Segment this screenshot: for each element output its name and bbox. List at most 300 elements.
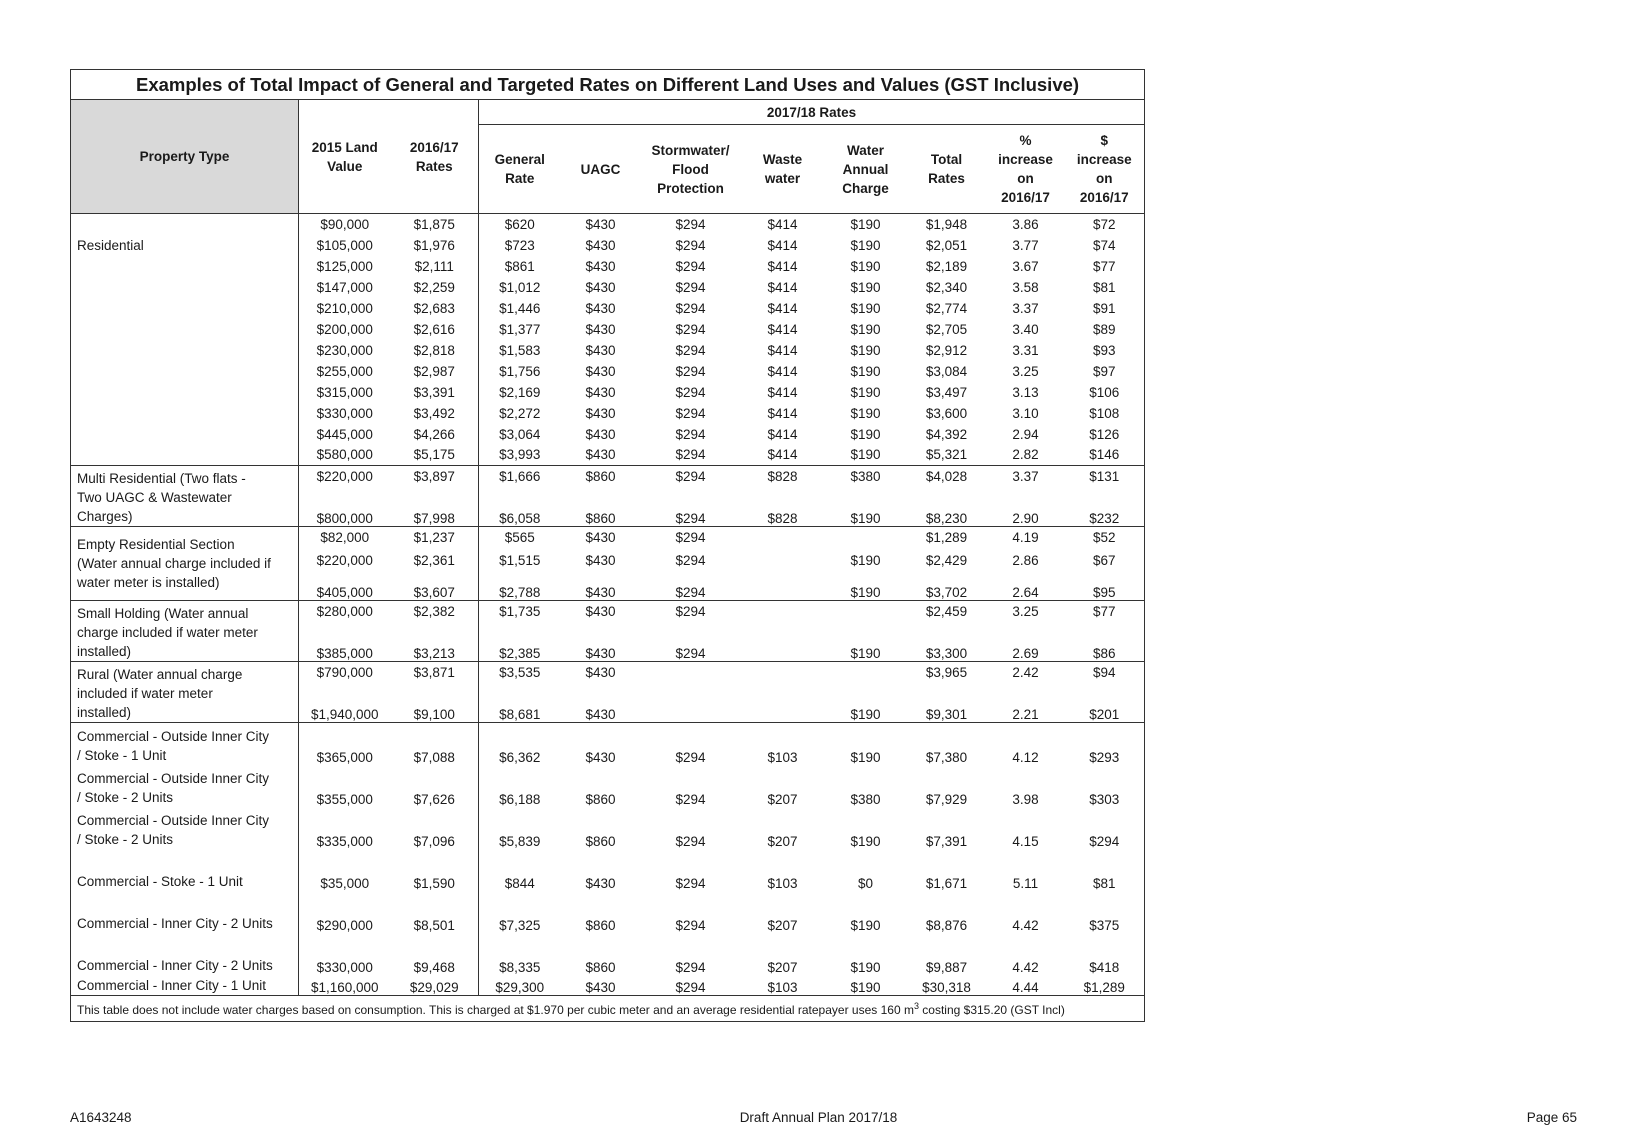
header-label: Rates xyxy=(928,171,965,186)
general-rate-cell: $1,756 xyxy=(499,363,541,379)
header-label: Charge xyxy=(842,180,889,196)
property-type-label: Empty Residential Section xyxy=(77,537,235,552)
wastewater-cell xyxy=(741,622,825,662)
total-rates-cell: $7,929 xyxy=(925,791,968,807)
rates-2016-17-cell: $9,468 xyxy=(391,933,479,975)
table-row xyxy=(71,662,1145,683)
dollar-increase-cell: $74 xyxy=(1065,235,1145,256)
dollar-increase-cell: $81 xyxy=(1065,849,1145,891)
total-rates-cell: $2,189 xyxy=(925,258,968,274)
total-rates-cell: $4,028 xyxy=(907,466,987,487)
property-type-label: Commercial - Inner City - 2 Units xyxy=(77,957,273,973)
total-rates-cell: $9,887 xyxy=(925,959,968,975)
stormwater-cell: $294 xyxy=(675,279,706,295)
table-row xyxy=(71,765,1145,807)
dollar-increase-cell: $77 xyxy=(1065,256,1145,277)
rates-2016-17-cell: $3,391 xyxy=(391,382,479,403)
property-type-cell xyxy=(71,601,299,662)
water-charge-cell: $190 xyxy=(850,980,881,995)
property-type-label: installed) xyxy=(77,644,132,659)
stormwater-cell: $294 xyxy=(675,342,706,358)
stormwater-cell: $294 xyxy=(675,959,706,975)
land-value-cell: $385,000 xyxy=(316,646,373,661)
footnote-text: This table does not include water charges based on consumption. This is charged at $1.970 per cubic meter and an average residential ratepayer uses 160 m xyxy=(77,1003,914,1017)
general-rate-cell: $3,535 xyxy=(479,662,561,683)
header-label: Water xyxy=(846,142,884,158)
property-type-cell xyxy=(71,466,299,527)
water-charge-cell xyxy=(825,527,907,548)
wastewater-cell: $414 xyxy=(767,363,798,379)
general-rate-cell: $565 xyxy=(479,527,561,548)
dollar-increase-cell: $375 xyxy=(1065,891,1145,933)
wastewater-cell xyxy=(741,683,825,723)
land-value-cell: $355,000 xyxy=(316,791,373,807)
general-rate-cell: $1,666 xyxy=(479,466,561,487)
header-label: Stormwater/ xyxy=(651,142,730,158)
document-title-footer: Draft Annual Plan 2017/18 xyxy=(739,1110,898,1125)
total-rates-cell: $3,702 xyxy=(925,585,968,600)
percent-increase-cell: 2.94 xyxy=(1012,426,1039,442)
property-type-cell xyxy=(71,527,299,601)
water-charge-cell: $190 xyxy=(850,300,881,316)
property-type-cell xyxy=(71,214,299,466)
uagc-cell: $430 xyxy=(561,723,641,765)
total-rates-cell: $2,705 xyxy=(925,321,968,337)
header-2017-18-rates: 2017/18 Rates xyxy=(479,100,1145,125)
water-charge-cell: $190 xyxy=(850,342,881,358)
land-value-cell: $147,000 xyxy=(316,279,373,295)
general-rate-cell: $1,446 xyxy=(499,300,541,316)
wastewater-cell: $414 xyxy=(767,300,798,316)
wastewater-cell: $828 xyxy=(741,466,825,487)
stormwater-cell: $294 xyxy=(641,214,741,235)
stormwater-cell: $294 xyxy=(675,426,706,442)
header-label: increase xyxy=(998,152,1053,167)
dollar-increase-cell: $94 xyxy=(1065,662,1145,683)
land-value-cell: $365,000 xyxy=(299,723,391,765)
rates-table xyxy=(70,69,1145,1022)
header-label: increase xyxy=(1076,152,1132,167)
land-value-cell: $105,000 xyxy=(316,237,373,253)
stormwater-cell: $294 xyxy=(675,791,706,807)
land-value-cell: $580,000 xyxy=(316,447,373,463)
stormwater-cell xyxy=(641,662,741,683)
rates-2016-17-cell: $2,361 xyxy=(391,548,479,574)
wastewater-cell: $103 xyxy=(741,723,825,765)
dollar-increase-cell: $106 xyxy=(1065,382,1145,403)
dollar-increase-cell: $418 xyxy=(1065,933,1145,975)
land-value-cell: $220,000 xyxy=(316,553,373,568)
general-rate-cell: $844 xyxy=(504,875,535,891)
percent-increase-cell: 3.58 xyxy=(1012,279,1039,295)
rates-2016-17-cell: $7,998 xyxy=(391,487,479,527)
table-body xyxy=(71,214,1145,996)
percent-increase-cell: 2.82 xyxy=(1012,447,1039,463)
general-rate-cell: $1,012 xyxy=(499,279,541,295)
rates-2016-17-cell: $1,590 xyxy=(391,849,479,891)
header-property-type xyxy=(71,100,299,214)
property-type-label: / Stoke - 2 Units xyxy=(77,789,174,805)
percent-increase-cell: 3.13 xyxy=(1012,384,1039,400)
percent-increase-cell: 3.37 xyxy=(987,466,1065,487)
land-value-cell: $330,000 xyxy=(316,405,373,421)
property-type-label: Small Holding (Water annual xyxy=(77,606,249,621)
uagc-cell: $430 xyxy=(585,875,616,891)
property-type-cell xyxy=(71,662,299,723)
wastewater-cell: $414 xyxy=(767,405,798,421)
water-charge-cell: $190 xyxy=(850,917,881,933)
water-charge-cell: $190 xyxy=(850,384,881,400)
land-value-cell: $200,000 xyxy=(316,321,373,337)
uagc-cell: $430 xyxy=(585,585,616,600)
land-value-cell: $445,000 xyxy=(316,426,373,442)
rates-2016-17-cell: $2,818 xyxy=(391,340,479,361)
header-label: 2016/17 xyxy=(409,139,459,155)
header-label: 2016/17 xyxy=(1001,190,1050,205)
stormwater-cell: $294 xyxy=(675,384,706,400)
header-label: 2016/17 xyxy=(1079,190,1129,205)
header-uagc xyxy=(561,125,641,214)
property-type-label: Two UAGC & Wastewater xyxy=(77,490,232,505)
wastewater-cell: $414 xyxy=(767,447,798,463)
uagc-cell: $430 xyxy=(585,363,616,379)
water-charge-cell: $190 xyxy=(850,321,881,337)
uagc-cell: $430 xyxy=(585,279,616,295)
percent-increase-cell: 2.69 xyxy=(1012,646,1039,661)
rates-2016-17-cell: $3,871 xyxy=(391,662,479,683)
wastewater-cell: $828 xyxy=(767,511,798,526)
water-charge-cell: $380 xyxy=(825,466,907,487)
general-rate-cell: $29,300 xyxy=(495,980,545,995)
dollar-increase-cell: $81 xyxy=(1065,277,1145,298)
property-type-label: included if water meter xyxy=(77,686,213,701)
stormwater-cell: $294 xyxy=(675,553,706,568)
property-type-label: / Stoke - 2 Units xyxy=(77,831,174,847)
header-label: Rate xyxy=(505,171,535,186)
land-value-cell: $790,000 xyxy=(299,662,391,683)
dollar-increase-cell: $97 xyxy=(1065,361,1145,382)
rates-2016-17-cell: $9,100 xyxy=(391,683,479,723)
water-charge-cell xyxy=(825,601,907,622)
percent-increase-cell: 3.86 xyxy=(987,214,1065,235)
header-2016-17-rates xyxy=(391,100,479,214)
rates-2016-17-cell: $7,626 xyxy=(391,765,479,807)
rates-2016-17-cell: $3,607 xyxy=(391,574,479,601)
total-rates-cell: $1,948 xyxy=(907,214,987,235)
property-type-label: Residential xyxy=(77,238,144,253)
uagc-cell: $430 xyxy=(585,384,616,400)
header-water-annual-charge xyxy=(825,125,907,214)
total-rates-cell: $2,459 xyxy=(907,601,987,622)
land-value-cell: $210,000 xyxy=(316,300,373,316)
rates-2016-17-cell: $4,266 xyxy=(391,424,479,445)
water-charge-cell: $190 xyxy=(825,214,907,235)
dollar-increase-cell: $131 xyxy=(1065,466,1145,487)
wastewater-cell: $103 xyxy=(767,875,798,891)
total-rates-cell: $3,300 xyxy=(925,646,968,661)
land-value-cell: $1,940,000 xyxy=(310,707,379,722)
percent-increase-cell: 3.77 xyxy=(1012,237,1039,253)
general-rate-cell: $6,058 xyxy=(499,511,541,526)
uagc-cell: $430 xyxy=(561,214,641,235)
header-percent-increase xyxy=(987,125,1065,214)
stormwater-cell: $294 xyxy=(675,405,706,421)
stormwater-cell: $294 xyxy=(641,527,741,548)
total-rates-cell: $1,671 xyxy=(925,875,968,891)
land-value-cell: $35,000 xyxy=(320,875,370,891)
rates-2016-17-cell: $1,976 xyxy=(391,235,479,256)
wastewater-cell: $207 xyxy=(767,833,798,849)
header-label: Protection xyxy=(657,180,724,196)
dollar-increase-cell: $67 xyxy=(1065,548,1145,574)
uagc-cell: $430 xyxy=(561,601,641,622)
header-label: water xyxy=(764,171,801,186)
uagc-cell: $430 xyxy=(561,527,641,548)
rates-2016-17-cell: $2,382 xyxy=(391,601,479,622)
footnote-superscript: 3 xyxy=(913,1001,919,1011)
general-rate-cell: $1,515 xyxy=(499,553,541,568)
uagc-cell: $430 xyxy=(585,707,616,722)
stormwater-cell: $294 xyxy=(641,723,741,765)
wastewater-cell: $414 xyxy=(767,258,798,274)
land-value-cell: $1,160,000 xyxy=(310,980,379,995)
total-rates-cell: $3,600 xyxy=(925,405,968,421)
percent-increase-cell: 4.15 xyxy=(1012,833,1039,849)
percent-increase-cell: 3.10 xyxy=(1012,405,1039,421)
property-type-label: (Water annual charge included if xyxy=(77,556,271,571)
general-rate-cell: $5,839 xyxy=(499,833,541,849)
dollar-increase-cell: $91 xyxy=(1065,298,1145,319)
rates-2016-17-cell: $2,987 xyxy=(391,361,479,382)
dollar-increase-cell: $232 xyxy=(1065,487,1145,527)
dollar-increase-cell: $1,289 xyxy=(1065,975,1145,996)
water-charge-cell: $190 xyxy=(850,363,881,379)
wastewater-cell xyxy=(741,527,825,548)
uagc-cell: $430 xyxy=(585,237,616,253)
dollar-increase-cell: $294 xyxy=(1065,807,1145,849)
property-type-label: Commercial - Outside Inner City xyxy=(77,770,270,786)
wastewater-cell: $414 xyxy=(767,384,798,400)
dollar-increase-cell: $95 xyxy=(1065,574,1145,601)
general-rate-cell: $7,325 xyxy=(499,917,541,933)
property-type-cell xyxy=(71,723,299,765)
percent-increase-cell: 5.11 xyxy=(1012,875,1039,891)
wastewater-cell xyxy=(741,548,825,574)
total-rates-cell: $2,340 xyxy=(925,279,968,295)
rates-2016-17-cell: $8,501 xyxy=(391,891,479,933)
header-2015-land-value xyxy=(299,100,391,214)
percent-increase-cell: 3.31 xyxy=(1012,342,1039,358)
dollar-increase-cell: $72 xyxy=(1065,214,1145,235)
water-charge-cell: $0 xyxy=(857,875,874,891)
wastewater-cell: $207 xyxy=(767,959,798,975)
table-row xyxy=(71,975,1145,996)
general-rate-cell: $2,385 xyxy=(499,646,541,661)
stormwater-cell: $294 xyxy=(675,875,706,891)
property-type-label: Commercial - Inner City - 2 Units xyxy=(77,915,273,931)
percent-increase-cell: 3.37 xyxy=(1012,300,1039,316)
water-charge-cell: $380 xyxy=(850,791,881,807)
wastewater-cell: $103 xyxy=(767,980,798,995)
dollar-increase-cell: $146 xyxy=(1065,445,1145,466)
uagc-cell: $860 xyxy=(585,833,616,849)
general-rate-cell: $2,272 xyxy=(499,405,541,421)
total-rates-cell: $30,318 xyxy=(922,980,971,995)
land-value-cell: $315,000 xyxy=(316,384,373,400)
property-type-label: Commercial - Outside Inner City xyxy=(77,812,270,828)
land-value-cell: $800,000 xyxy=(316,511,373,526)
water-charge-cell: $190 xyxy=(850,279,881,295)
percent-increase-cell: 4.42 xyxy=(1012,959,1039,975)
stormwater-cell: $294 xyxy=(675,585,706,600)
percent-increase-cell: 4.19 xyxy=(987,527,1065,548)
rates-2016-17-cell: $2,111 xyxy=(391,256,479,277)
percent-increase-cell: 4.12 xyxy=(987,723,1065,765)
header-label: Waste xyxy=(762,152,803,167)
total-rates-cell: $2,429 xyxy=(925,553,968,568)
general-rate-cell: $1,377 xyxy=(499,321,541,337)
general-rate-cell: $861 xyxy=(504,258,535,274)
total-rates-cell: $5,321 xyxy=(925,447,968,463)
stormwater-cell: $294 xyxy=(675,321,706,337)
stormwater-cell: $294 xyxy=(675,917,706,933)
table-row xyxy=(71,601,1145,622)
general-rate-cell: $6,188 xyxy=(499,791,541,807)
property-type-label: Multi Residential (Two flats - xyxy=(77,471,246,486)
stormwater-cell: $294 xyxy=(675,447,706,463)
table-title: Examples of Total Impact of General and Targeted Rates on Different Land Uses and Values (GST Inclusive) xyxy=(71,70,1145,100)
dollar-increase-cell: $303 xyxy=(1065,765,1145,807)
land-value-cell: $90,000 xyxy=(299,214,391,235)
table-row xyxy=(71,891,1145,933)
property-type-cell xyxy=(71,849,299,891)
total-rates-cell: $7,391 xyxy=(925,833,968,849)
land-value-cell: $230,000 xyxy=(316,342,373,358)
land-value-cell: $255,000 xyxy=(316,363,373,379)
total-rates-cell: $3,497 xyxy=(925,384,968,400)
table-row xyxy=(71,214,1145,235)
table-footnote xyxy=(71,996,1145,1022)
uagc-cell: $430 xyxy=(585,447,616,463)
header-label: Annual xyxy=(842,161,889,177)
land-value-cell: $335,000 xyxy=(316,833,373,849)
property-type-label: Charges) xyxy=(77,509,133,524)
water-charge-cell: $190 xyxy=(850,553,881,568)
wastewater-cell: $414 xyxy=(741,214,825,235)
total-rates-cell: $9,301 xyxy=(925,707,968,722)
stormwater-cell: $294 xyxy=(675,237,706,253)
wastewater-cell: $414 xyxy=(767,279,798,295)
total-rates-cell: $7,380 xyxy=(907,723,987,765)
property-type-label: Commercial - Stoke - 1 Unit xyxy=(77,873,243,889)
general-rate-cell: $620 xyxy=(479,214,561,235)
header-label: $ xyxy=(1100,133,1109,148)
footnote-text-end: costing $315.20 (GST Incl) xyxy=(918,1003,1065,1017)
land-value-cell: $125,000 xyxy=(316,258,373,274)
document-id: A1643248 xyxy=(70,1110,132,1125)
dollar-increase-cell: $108 xyxy=(1065,403,1145,424)
general-rate-cell: $1,735 xyxy=(479,601,561,622)
stormwater-cell: $294 xyxy=(641,601,741,622)
total-rates-cell: $4,392 xyxy=(925,426,968,442)
water-charge-cell xyxy=(825,662,907,683)
wastewater-cell xyxy=(741,574,825,601)
percent-increase-cell: 3.25 xyxy=(1012,363,1039,379)
header-label: General xyxy=(494,152,545,167)
table-row xyxy=(71,849,1145,891)
property-type-label: water meter is installed) xyxy=(77,575,220,590)
water-charge-cell: $190 xyxy=(850,447,881,463)
uagc-cell: $430 xyxy=(585,321,616,337)
general-rate-cell: $8,681 xyxy=(499,707,541,722)
water-charge-cell: $190 xyxy=(850,585,881,600)
dollar-increase-cell: $93 xyxy=(1065,340,1145,361)
water-charge-cell: $190 xyxy=(850,959,881,975)
header-label: Rates xyxy=(415,158,453,174)
stormwater-cell xyxy=(641,683,741,723)
rates-2016-17-cell: $7,096 xyxy=(391,807,479,849)
property-type-label: charge included if water meter xyxy=(77,625,258,640)
header-label: Value xyxy=(327,158,363,174)
percent-increase-cell: 2.90 xyxy=(1012,511,1039,526)
percent-increase-cell: 3.67 xyxy=(1012,258,1039,274)
property-type-label: installed) xyxy=(77,705,132,720)
header-label: Flood xyxy=(672,161,709,177)
wastewater-cell: $207 xyxy=(767,917,798,933)
property-type-cell xyxy=(71,807,299,849)
property-type-cell xyxy=(71,765,299,807)
total-rates-cell: $8,230 xyxy=(925,511,968,526)
stormwater-cell: $294 xyxy=(675,258,706,274)
water-charge-cell: $190 xyxy=(850,707,881,722)
total-rates-cell: $3,965 xyxy=(907,662,987,683)
percent-increase-cell: 2.64 xyxy=(1012,585,1039,600)
table-header xyxy=(71,70,1145,214)
header-label: % xyxy=(1019,133,1032,148)
water-charge-cell: $190 xyxy=(850,258,881,274)
general-rate-cell: $8,335 xyxy=(499,959,541,975)
wastewater-cell xyxy=(741,601,825,622)
rates-2016-17-cell: $2,259 xyxy=(391,277,479,298)
rates-2016-17-cell: $1,237 xyxy=(391,527,479,548)
header-label: UAGC xyxy=(580,161,621,177)
wastewater-cell: $414 xyxy=(767,342,798,358)
land-value-cell: $220,000 xyxy=(299,466,391,487)
wastewater-cell: $207 xyxy=(767,791,798,807)
header-label: on xyxy=(1017,171,1034,186)
property-type-cell xyxy=(71,933,299,975)
header-total-rates xyxy=(907,125,987,214)
table-row xyxy=(71,527,1145,548)
total-rates-cell: $1,289 xyxy=(907,527,987,548)
page-number: Page 65 xyxy=(1526,1110,1577,1125)
general-rate-cell: $723 xyxy=(504,237,535,253)
header-label: Property Type xyxy=(139,149,230,164)
dollar-increase-cell: $89 xyxy=(1065,319,1145,340)
uagc-cell: $430 xyxy=(585,405,616,421)
property-type-cell xyxy=(71,975,299,996)
table-row xyxy=(71,723,1145,765)
rates-2016-17-cell: $1,875 xyxy=(391,214,479,235)
rates-2016-17-cell: $3,492 xyxy=(391,403,479,424)
rates-2016-17-cell: $3,897 xyxy=(391,466,479,487)
header-stormwater-flood-protection xyxy=(641,125,741,214)
uagc-cell: $430 xyxy=(561,662,641,683)
total-rates-cell: $2,912 xyxy=(925,342,968,358)
percent-increase-cell: 3.98 xyxy=(1012,791,1039,807)
percent-increase-cell: 3.40 xyxy=(1012,321,1039,337)
general-rate-cell: $3,993 xyxy=(499,447,541,463)
